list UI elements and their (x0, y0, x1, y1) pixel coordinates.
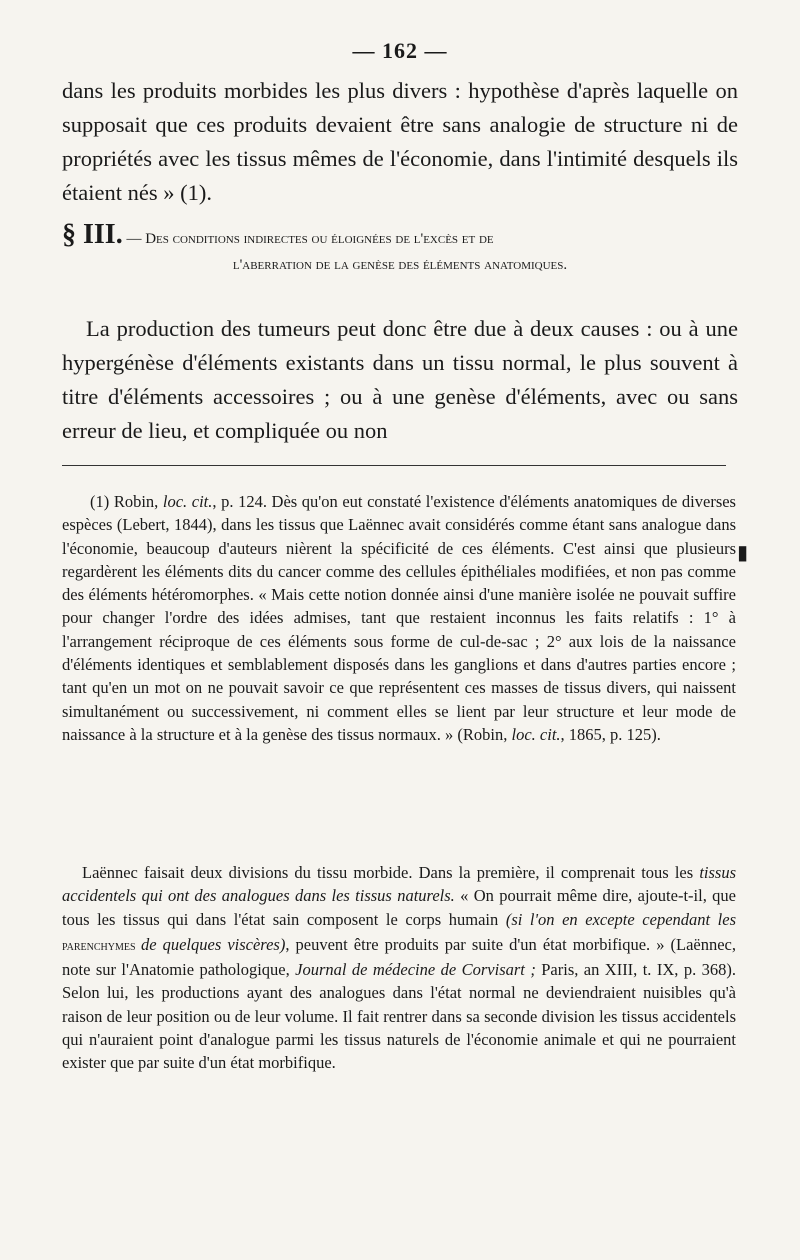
section-heading (62, 219, 738, 278)
section-title-line1: — Des conditions indirectes ou éloignées de l'excès et de (122, 231, 494, 247)
footnote-2-text-b: « On pourrait même dire, ajoute-t-il, que tous les tissus qui dans l'état sain composent le corps humain (62, 886, 736, 929)
footnote-2-text-c: , peuvent être produits par suite d'un état morbifique. » (Laënnec, note sur l'Anatomie pathologique, (62, 934, 737, 980)
footnote-2-smallcaps: parenchymes (62, 938, 141, 954)
footnote-2-italic-b: (si l'on en excepte cependant les (505, 909, 737, 929)
paragraph-main: La production des tumeurs peut donc être due à deux causes : ou à une hypergénèse d'éléments existants dans un tissu normal, le plus souvent à titre d'éléments accessoires ; ou à une genèse d'éléments, avec ou sans erreur de lieu, et compliquée ou non (62, 316, 738, 443)
section-symbol: § III. (62, 219, 123, 250)
section-title-line2: l'aberration de la genèse des éléments anatomiques. (232, 257, 568, 273)
margin-mark: ▮ (736, 542, 748, 564)
footnote-2-text-a: Laënnec faisait deux divisions du tissu morbide. Dans la première, il comprenait tous les (82, 863, 700, 882)
footnote-1-citation-2: loc. cit. (511, 724, 561, 744)
footnote-1-text-b: , p. 124. Dès qu'on eut constaté l'existence d'éléments anatomiques de diverses espèces (Lebert, 1844), dans les tissus que Laënnec avait considérés comme étant sans analogue dans l'économie, beaucoup d'auteurs nièrent la spécificité de ces éléments. C'est ainsi que plusieurs regardèrent les éléments dits du cancer comme des cellules épithéliales modifiées, et non pas comme des éléments hétéromorphes. « Mais cette notion donnée ainsi d'une manière isolée ne pouvait suffire pour changer l'ordre des idées admises, tant que restaient inconnus les faits relatifs : 1° à l'arrangement réciproque de ces éléments sous forme de cul-de-sac ; 2° aux lois de la naissance d'éléments identiques et semblablement disposés dans les ganglions et dans d'autres parties encore ; tant qu'en un mot on ne pouvait savoir ce que représentent ces masses de tissus divers, qui naissent simultanément ou successivement, ni comment elles se lient par leur structure et leur mode de naissance à la structure et à la genèse des tissus normaux. » (Robin, (62, 492, 736, 744)
footnote-1 (62, 490, 736, 746)
footnote-2-text-d: Paris, an XIII, t. IX, p. 368). Selon lui, les productions ayant des analogues dans l'état normal ne deviendraient nuisibles qu'à raison de leur position ou de leur volume. Il fait rentrer dans sa seconde division les tissus accidentels qui n'auraient point d'analogue parmi les tissus naturels de l'économie animale et qui ne pourraient exister que par suite d'un état morbifique. (62, 960, 736, 1073)
footnote-1-text-c: , 1865, p. 125). (560, 724, 661, 744)
footnote-divider (62, 465, 726, 466)
footnote-continued (62, 861, 736, 1075)
footnote-2-italic-c: de quelques viscères) (140, 934, 286, 954)
footnote-1-text-a: (1) Robin, (90, 492, 163, 511)
paragraph-continuation: dans les produits morbides les plus divers : hypothèse d'après laquelle on supposait que ces produits devaient être sans analogie de structure ni de propriétés avec les tissus mêmes de l'économie, dans l'intimité desquels ils étaient nés » (1). (62, 78, 738, 205)
footnote-2-italic-a: tissus accidentels qui ont des analogues dans les tissus naturels. (62, 863, 736, 906)
footnote-1-citation: loc. cit. (162, 492, 213, 511)
page-number: — 162 — (352, 38, 448, 63)
footnote-2-journal: Journal de médecine de Corvisart ; (295, 960, 536, 980)
